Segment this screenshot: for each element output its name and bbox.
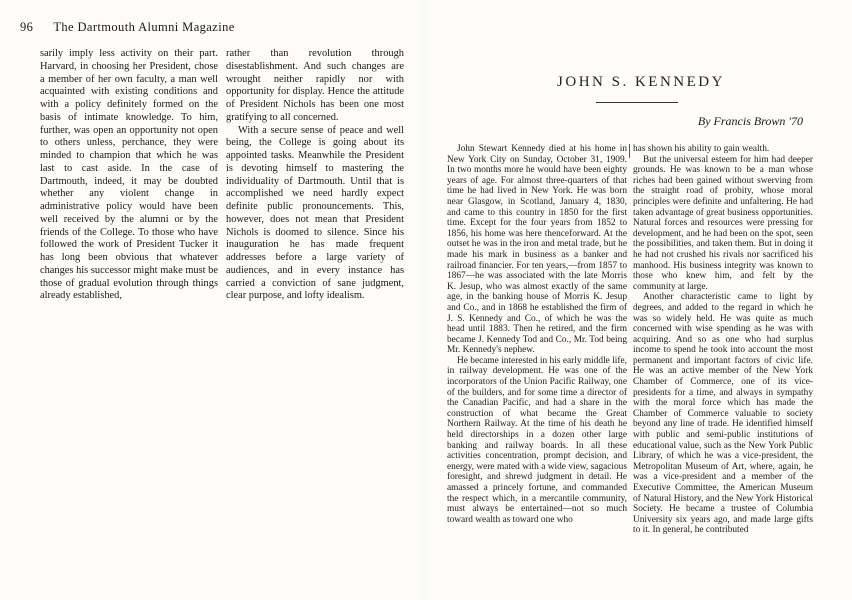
paragraph: Another characteristic came to light by degrees, and added to the regard in which he was so widely held. He was quite as much concerned with wise spending as he was with acquiring. And so as one who had surplus income to spend he took into account the most permanent and important factors of civic life. He was an active member of the New York Chamber of Commerce, one of its vice-presidents for a time, and always in sympathy with the moral force which has made the Chamber of Commerce valuable to society beyond any line of trade. He identified himself with public and semi-public institutions of educational value, such as the New York Public Library, of which he was a vice-president, the Metropolitan Museum of Art, where, again, he was a vice-president and a member of the Executive Committee, the American Museum of Natural History, and the New York Historical Society. He became a trustee of Columbia University six years ago, and made large gifts to it. In general, he contributed <box>633 292 813 536</box>
running-head <box>20 20 235 35</box>
page-number: 96 <box>20 20 34 34</box>
magazine-title: The Dartmouth Alumni Magazine <box>53 20 235 34</box>
title-rule <box>596 102 678 103</box>
paragraph: sarily imply less activity on their part. Harvard, in choosing her President, chose a member of her own faculty, a man well acquainted with existing conditions and with a policy definitely formed on the basis of intimate knowledge. To him, further, was open an opportunity not open to others unless, perchance, they were minded to champion that which he was last to cast aside. In the case of Dartmouth, indeed, it may be doubted whether any violent change in administrative policy would have been well received by the alumni or by the friends of the College. To those who have followed the work of President Tucker it has long been obvious that whatever changes his successor might make must be those of gradual evolution through things already established, <box>40 48 218 302</box>
left-column-2 <box>226 48 404 303</box>
paragraph: He became interested in his early middle life, in railway development. He was one of the incorporators of the Union Pacific Railway, one of the builders, and for some time a director of the Canadian Pacific, and had a share in the construction of what became the Great Northern Railway. At the time of his death he held directorships in a dozen other large banking and railway boards. In all these activities concentration, prompt decision, and energy, were mated with a wide view, sagacious foresight, and shrewd judgment in detail. He amassed a princely fortune, and commanded the respect which, in a mercantile community, must always be entertained—not so much toward wealth as toward one who <box>447 355 627 525</box>
column-divider <box>629 144 630 158</box>
left-page <box>0 0 422 600</box>
left-column-1 <box>40 48 218 303</box>
paragraph: But the universal esteem for him had deeper grounds. He was known to be a man whose riches had been gained without swerving from the straight road of probity, whose moral principles were definite and unfaltering. He had taken advantage of great business opportunities. Natural forces and resources were pressing for development, and he had been on the spot, seen the possibilities, and taken them. But in doing it he had not crushed his rivals nor sacrificed his manhood. His business integrity was known to those who knew him, and felt by the community at large. <box>633 154 813 292</box>
paragraph: has shown his ability to gain wealth. <box>633 144 770 154</box>
right-column-2 <box>633 144 813 536</box>
paragraph: With a secure sense of peace and well being, the College is going about its appointed tasks. Meanwhile the President is devoting himself to mastering the individuality of Dartmouth. Until that is accomplished we need hardly expect definite public pronouncements. This, however, does not mean that President Nichols is doomed to silence. Since his inauguration he has made frequent addresses before a large variety of audiences, and in every instance has carried a conviction of sane judgment, clear purpose, and lofty idealism. <box>226 124 404 302</box>
byline: By Francis Brown '70 <box>697 114 803 128</box>
paragraph: John Stewart Kennedy died at his home in New York City on Sunday, October 31, 1909. In two months more he would have been eighty years of age. For almost three-quarters of that time he had lived in New York. He was born near Glasgow, in Scotland, January 4, 1830, and came to this country in 1850 for the first time. Except for the four years from 1852 to 1856, his home was here thenceforward. At the outset he was in the iron and metal trade, but he made his mark in business as a banker and railroad financier. For ten years,—from 1857 to 1867—he was associated with the late Morris K. Jesup, who was almost exactly of the same age, in the banking house of Morris K. Jesup and Co., and in 1868 he established the firm of J. S. Kennedy and Co., of which he was the head until 1883. Then he retired, and the firm became J. Kennedy Tod and Co., Mr. Tod being Mr. Kennedy's nephew. <box>447 144 627 356</box>
paragraph: rather than revolution through disestablishment. And such changes are wrought neither rapidly nor with opportunity for display. Hence the attitude of President Nichols has been one most gratifying to all concerned. <box>226 48 404 123</box>
page-gutter <box>422 0 430 600</box>
article-title: JOHN S. KENNEDY <box>557 74 725 90</box>
right-column-1 <box>447 144 627 525</box>
